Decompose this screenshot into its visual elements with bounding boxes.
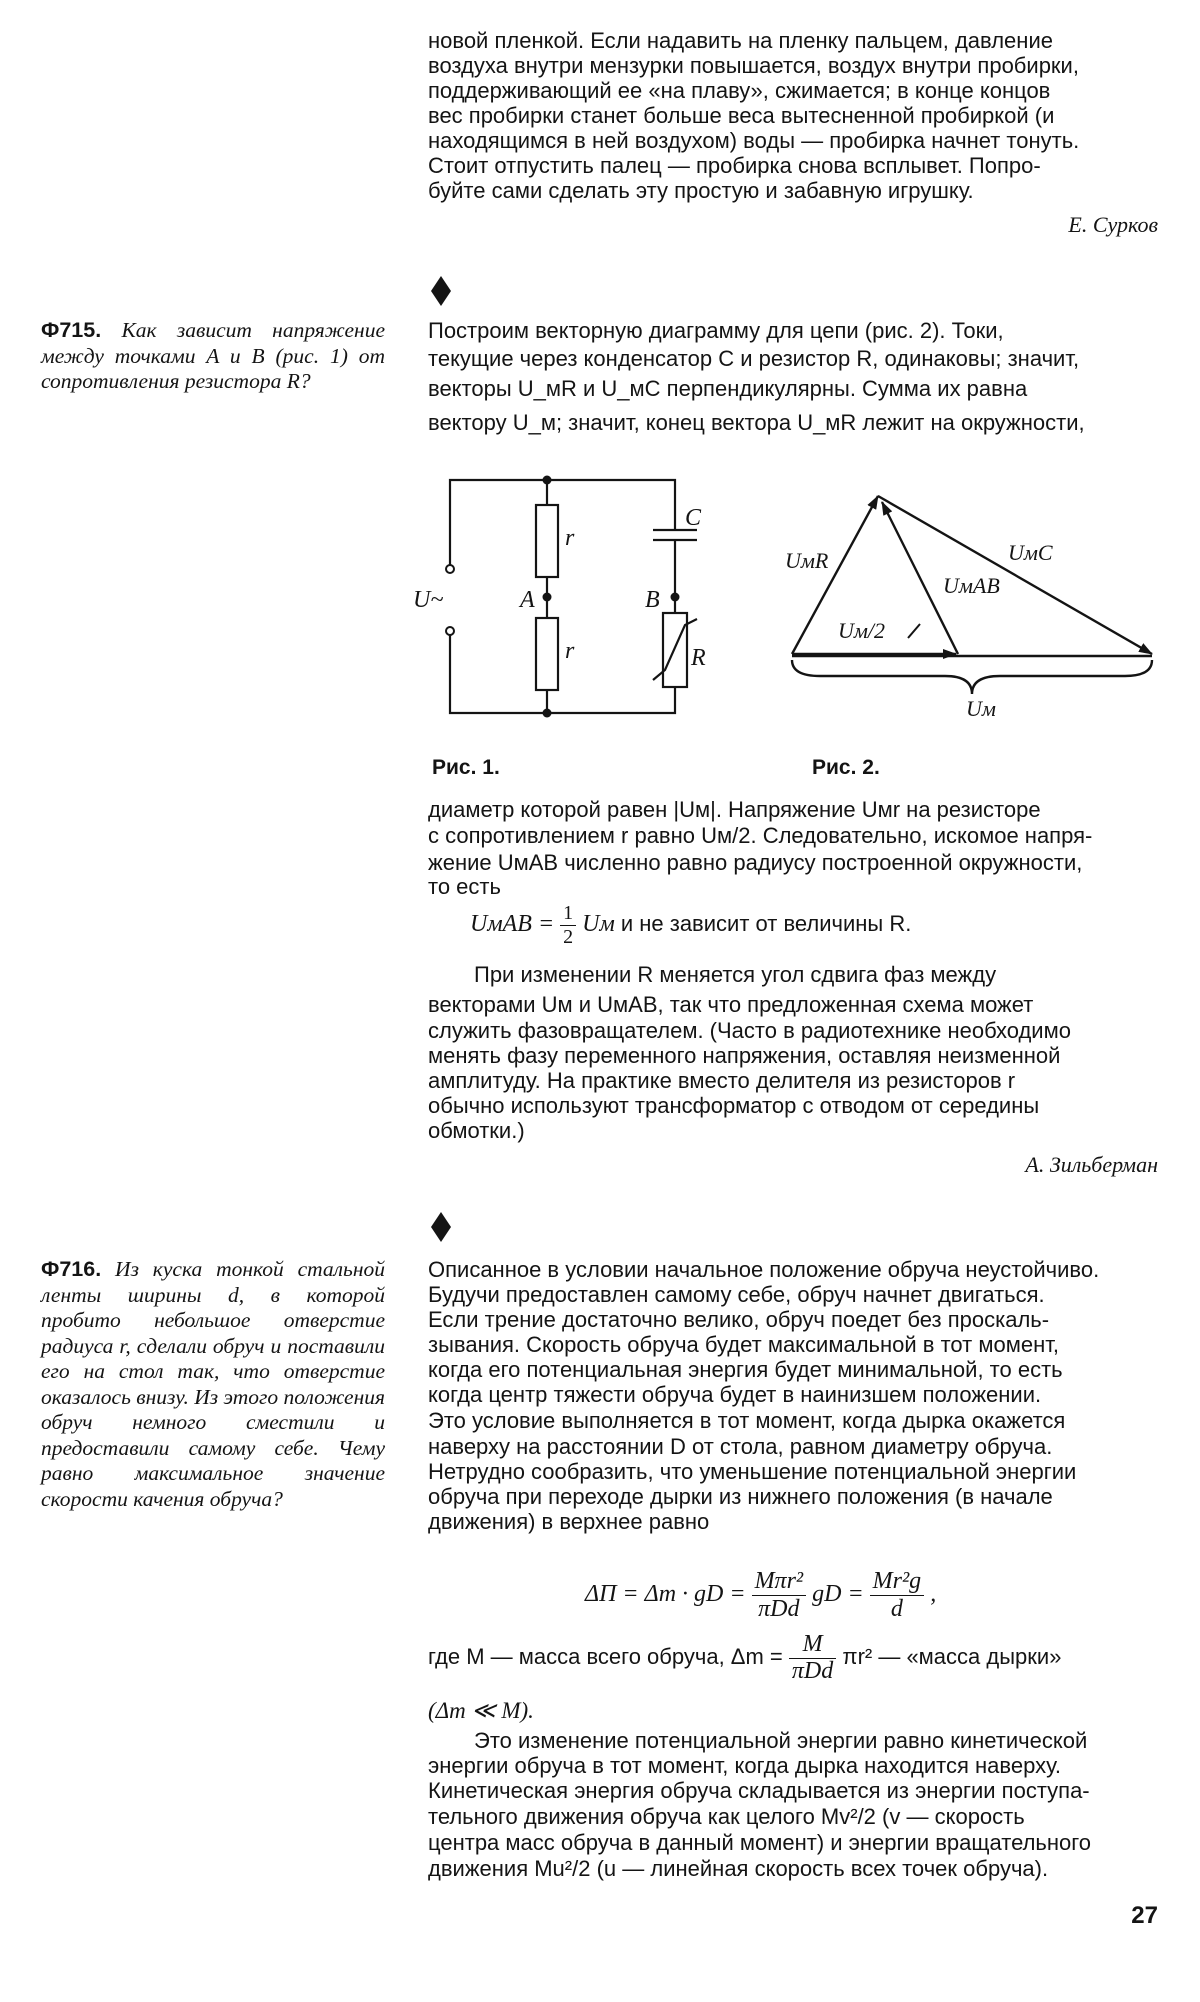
text-line: то есть [428,874,501,899]
fraction [870,1568,925,1623]
fraction-numerator: Mπr² [752,1568,807,1596]
problem-f715 [41,318,385,395]
formula-mass-hole [428,1632,1061,1684]
problem-f716 [41,1257,385,1512]
diamond-icon [431,276,451,306]
text-line: буйте сами сделать эту простую и забавную игрушку. [428,178,974,203]
text-line: зывания. Скорость обруча будет максимальной в тот момент, [428,1332,1059,1357]
diamond-icon [431,1212,451,1242]
fraction-numerator: M [789,1632,836,1659]
text-line: находящимся в ней воздухом) воды — пробирка начнет тонуть. [428,128,1080,153]
text-line: Если трение достаточно велико, обруч поедет без проскаль- [428,1307,1050,1332]
formula-delta-p [585,1568,936,1623]
label-um-half: Uм/2 [838,618,886,643]
text-line: Стоит отпустить палец — пробирка снова всплывет. Попро- [428,153,1041,178]
text-line: Описанное в условии начальное положение обруча неустойчиво. [428,1257,1100,1282]
text-line: Это условие выполняется в тот момент, когда дырка окажется [428,1408,1066,1433]
fraction-numerator: 1 [560,902,576,926]
label-r-top: r [565,525,575,551]
fraction-denominator: πDd [758,1596,800,1622]
label-b: B [645,587,660,613]
fraction-denominator: πDd [791,1657,834,1684]
text-line: векторами Uм и UмAB, так что предложенная схема может [428,992,1034,1017]
problem-question: Из куска тонкой стальной ленты ширины d, в которой пробито небольшое отверстие радиуса r, сделали обруч и поставили его на стол так, что отверстие оказалось внизу. Из этого положения обруч немного сместили и предоставили самому себе. Чему равно максимальное значение скорости качения обруча? [41,1257,385,1511]
text-line: воздуха внутри мензурки повышается, воздух внутри пробирки, [428,53,1079,78]
fraction-denominator: 2 [563,926,574,948]
fraction-one-half [560,902,576,949]
page-number: 27 [1131,1902,1158,1929]
text-line: наверху на расстоянии D от стола, равном диаметру обруча. [428,1434,1053,1459]
text-line: служить фазовращателем. (Часто в радиотехнике необходимо [428,1018,1071,1043]
text-line: менять фазу переменного напряжения, оставляя неизменной [428,1043,1061,1068]
text-line: Будучи предоставлен самому себе, обруч начнет двигаться. [428,1282,1045,1307]
figure-1-caption: Рис. 1. [432,756,500,779]
text-line: энергии обруча в тот момент, когда дырка находится наверху. [428,1753,1061,1778]
problem-label: Ф716. [41,1257,102,1281]
text-line: обычно используют трансформатор с отводом от середины [428,1093,1040,1118]
formula-rhs: Uм [582,911,615,938]
figure-1-circuit [395,465,715,720]
problem-label: Ф715. [41,318,102,342]
label-u: U~ [413,587,444,613]
figure-2-vector-diagram [760,480,1170,735]
fraction [789,1632,836,1684]
text-line: амплитуду. На практике вместо делителя из резисторов r [428,1068,1016,1093]
text-line: когда его потенциальная энергия будет минимальной, то есть [428,1357,1063,1382]
text-line: векторы U_мR и U_мC перпендикулярны. Сумма их равна [428,376,1028,401]
text-line: жение UмAB численно равно радиусу построенной окружности, [428,850,1083,875]
text-line: с сопротивлением r равно Uм/2. Следовательно, искомое напря- [428,823,1093,848]
label-a: A [520,587,535,613]
text-line: центра масс обруча в данный момент) и энергии вращательного [428,1830,1092,1855]
text-line: вектору U_м; значит, конец вектора U_мR лежит на окружности, [428,410,1085,435]
label-c: C [685,505,702,531]
text-line: тельного движения обруча как целого Mv²/2 (v — скорость [428,1804,1025,1829]
text-line: обруча при переходе дырки из нижнего положения (в начале [428,1484,1053,1509]
fraction-denominator: d [890,1596,903,1622]
text-line: вес пробирки станет больше веса вытесненной пробиркой (и [428,103,1055,128]
text-line: поддерживающий ее «на плаву», сжимается; в конце концов [428,78,1051,103]
fraction [752,1568,807,1623]
text-line: Построим векторную диаграмму для цепи (рис. 2). Токи, [428,318,1004,343]
text-line: Это изменение потенциальной энергии равно кинетической [474,1728,1088,1753]
label-umr: UмR [785,548,829,573]
problem-question: Как зависит напряжение между точками A и B (рис. 1) от сопротивления резистора R? [41,318,386,393]
text-line: когда центр тяжести обруча будет в наинизшем положении. [428,1382,1042,1407]
formula-lhs: UмAB = [470,911,555,938]
formula-tail: и не зависит от величины R. [620,911,912,937]
formula-lhs: ΔП = Δm · gD = [585,1581,746,1608]
text-line: (Δm ≪ M). [428,1698,534,1723]
signature-zilberman: А. Зильберман [1025,1152,1158,1177]
formula-mid: gD = [812,1581,864,1608]
signature-surkov: Е. Сурков [1068,212,1158,237]
formula-post: πr² — «масса дырки» [842,1643,1062,1669]
text-line: текущие через конденсатор C и резистор R, одинаковы; значит, [428,346,1080,371]
text-line: новой пленкой. Если надавить на пленку пальцем, давление [428,28,1053,53]
text-line: При изменении R меняется угол сдвига фаз между [474,962,997,987]
formula-end: , [930,1581,937,1608]
text-line: движения) в верхнее равно [428,1509,710,1534]
text-line: диаметр которой равен |Uм|. Напряжение Uмr на резисторе [428,797,1041,822]
figure-2-caption: Рис. 2. [812,756,880,779]
text-line: Кинетическая энергия обруча складывается из энергии поступа- [428,1778,1090,1803]
label-um: Uм [966,696,996,721]
text-line: движения Mu²/2 (u — линейная скорость всех точек обруча). [428,1856,1049,1881]
label-resistor-r: R [691,645,706,671]
formula-umab [470,902,911,949]
label-umab: UмAB [943,573,1000,598]
fraction-numerator: Mr²g [870,1568,925,1596]
formula-pre: где M — масса всего обруча, Δm = [428,1643,783,1669]
text-line: обмотки.) [428,1118,525,1143]
label-umc: UмC [1008,540,1053,565]
text-line: Нетрудно сообразить, что уменьшение потенциальной энергии [428,1459,1077,1484]
label-r-bottom: r [565,638,575,664]
